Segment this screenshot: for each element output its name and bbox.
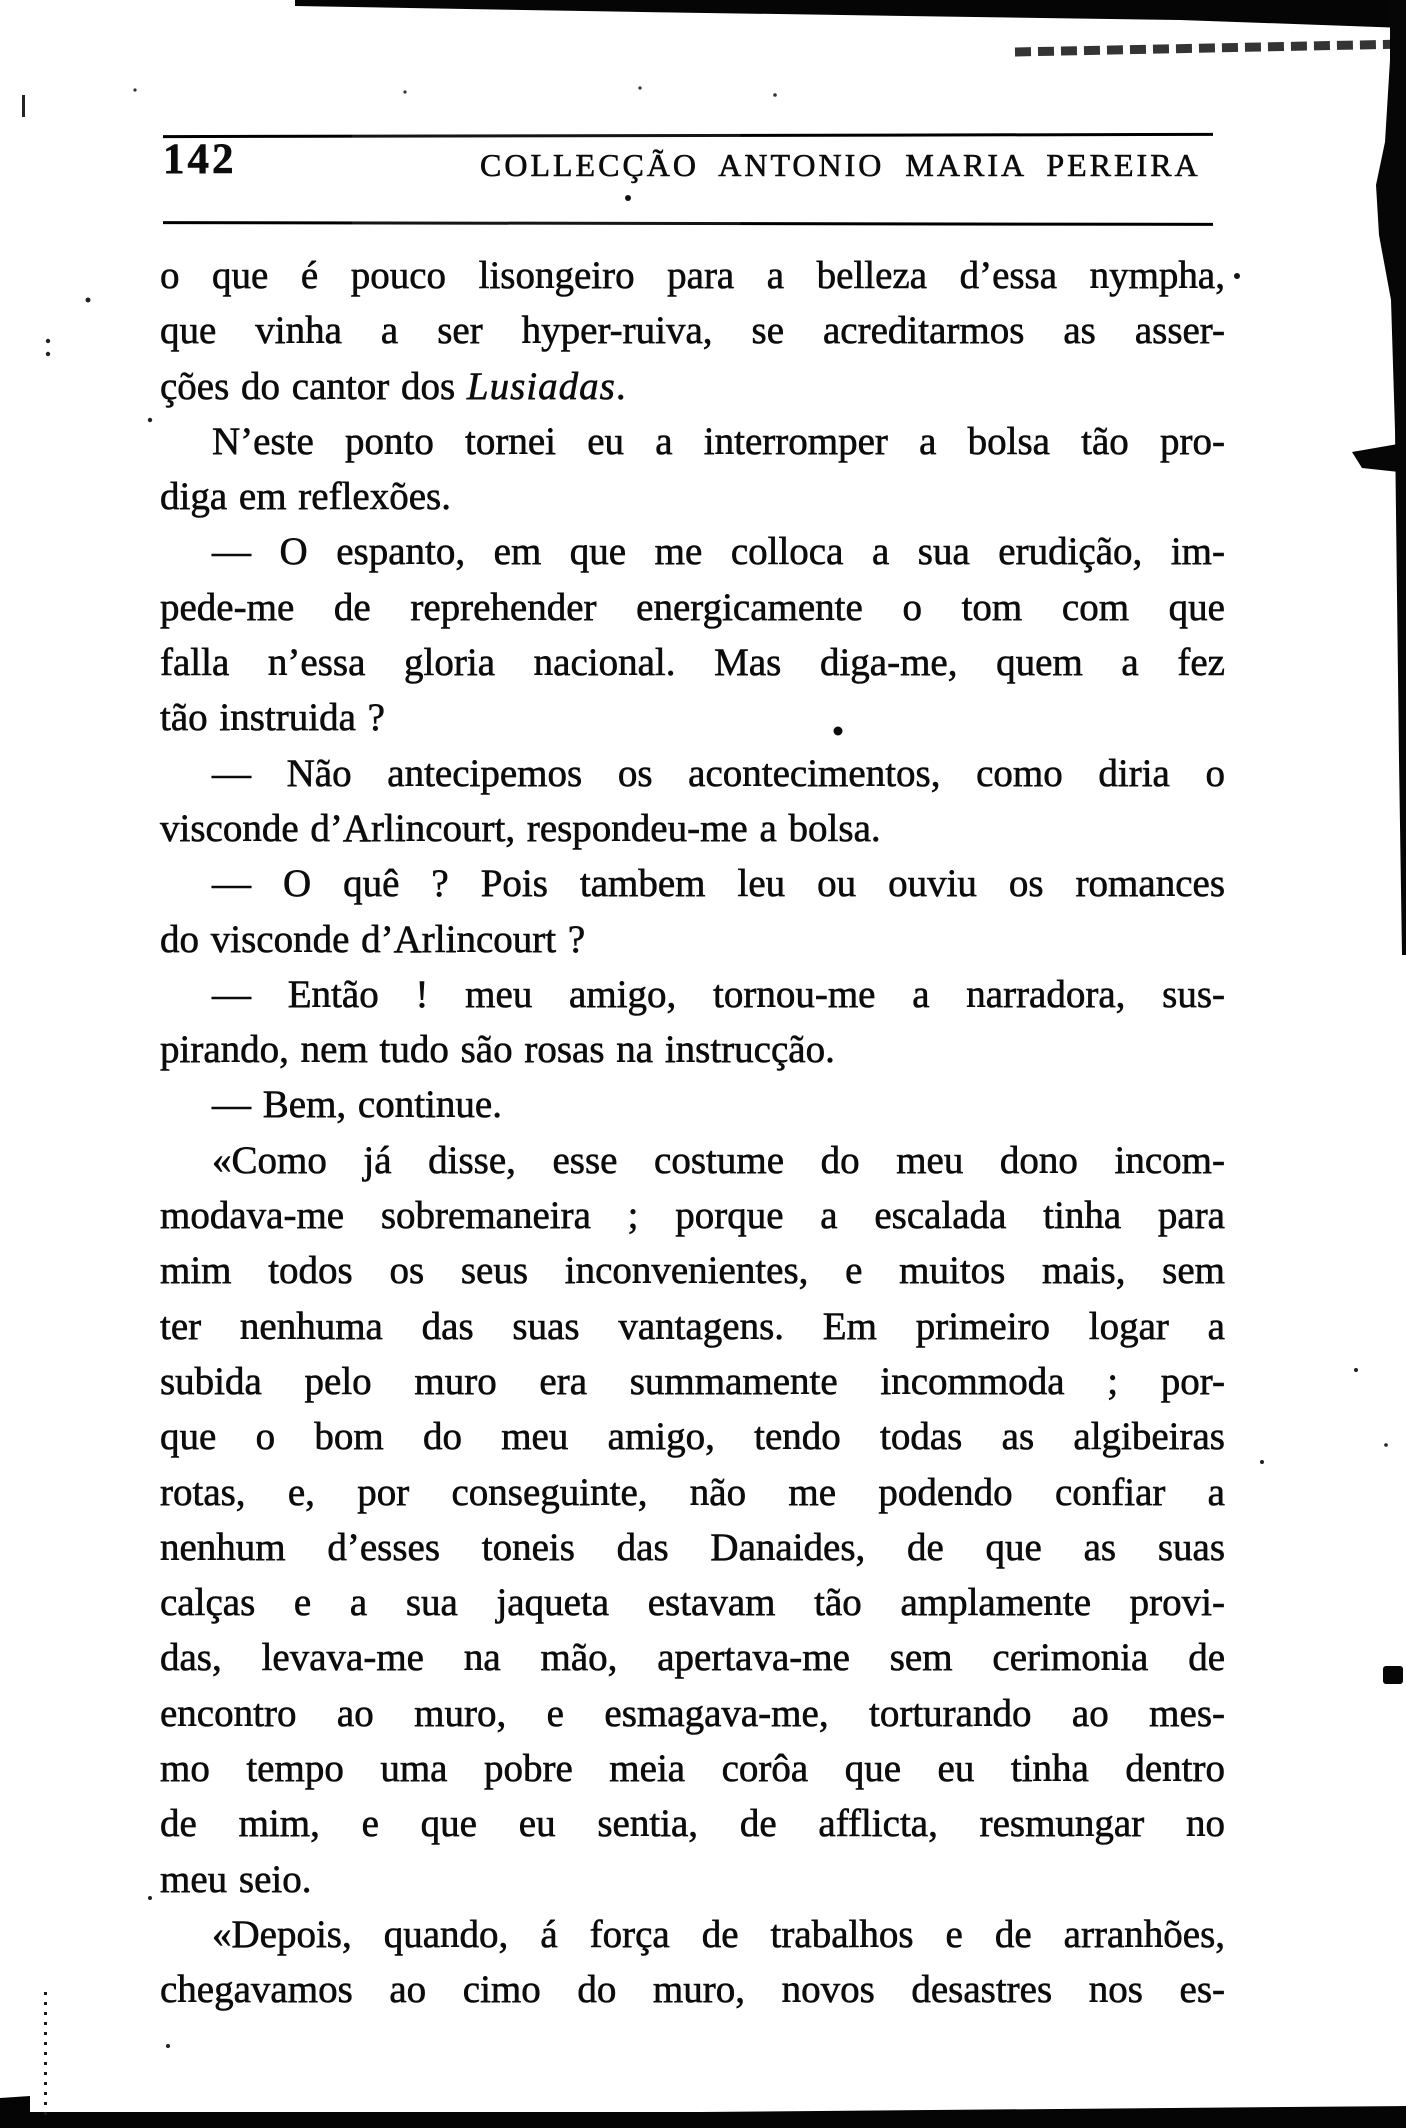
ink-speck [46,339,50,343]
text-line: de mim, e que eu sentia, de afflicta, resmungar no [160,1802,1225,1846]
text-line: que o bom do meu amigo, tendo todas as algibeiras [160,1415,1225,1459]
ink-speck [1260,1460,1264,1464]
ink-speck [773,93,777,97]
text-line: N’este ponto tornei eu a interromper a bolsa tão pro- [212,419,1225,463]
text-line: mim todos os seus inconvenientes, e muitos mais, sem [160,1249,1225,1293]
ink-speck [403,90,406,93]
ink-speck [148,1896,152,1900]
top-edge-shadow [295,0,1406,28]
text-line: — Bem, continue. [212,1083,502,1127]
text-line: mo tempo uma pobre meia corôa que eu tinha dentro [160,1747,1225,1791]
text-line: «Como já disse, esse costume do meu dono incom- [212,1138,1225,1182]
ink-speck [166,2044,170,2048]
top-edge-smudge [1015,44,1406,52]
ink-speck [1384,1443,1388,1447]
ink-speck [46,352,50,356]
text-line: diga em reflexões. [160,475,451,519]
ink-speck [638,86,641,89]
binding-dotted-line [44,1992,47,2118]
text-line: calças e a sua jaqueta estavam tão amplamente provi- [160,1581,1225,1625]
text-line: nenhum d’esses toneis das Danaides, de que as suas [160,1525,1225,1569]
right-edge-shadow [1376,0,1406,955]
text-line: — Não antecipemos os acontecimentos, como diria o [212,751,1225,795]
header-rule-top [163,133,1213,138]
text-line: ter nenhuma das suas vantagens. Em primeiro logar a [160,1304,1225,1348]
text-line: pede-me de reprehender energicamente o tom com que [160,585,1225,629]
ink-speck [86,298,91,303]
text-line: o que é pouco lisongeiro para a belleza d’essa nympha, [160,254,1225,297]
text-line: que vinha a ser hyper-ruiva, se acreditarmos as asser- [160,309,1225,353]
right-edge-blob [1383,1666,1403,1684]
right-edge-notch [1352,444,1399,472]
text-line: — Então ! meu amigo, tornou-me a narradora, sus- [212,972,1225,1016]
text-line: pirando, nem tudo são rosas na instrucção. [160,1028,835,1072]
bottom-edge-shadow [0,2096,1406,2128]
text-line: meu seio. [160,1857,312,1901]
text-line: «Depois, quando, á força de trabalhos e de arranhões, [212,1912,1225,1956]
ink-speck [148,418,152,422]
page-number: 142 [163,136,237,183]
text-line: falla n’essa gloria nacional. Mas diga-me, quem a fez [160,641,1225,685]
ink-speck [625,195,631,201]
text-line: — O espanto, em que me colloca a sua erudição, im- [212,530,1225,574]
text-line: — O quê ? Pois tambem leu ou ouviu os romances [212,862,1225,906]
text-line: ções do cantor dos Lusiadas. [160,364,626,408]
text-line: do visconde d’Arlincourt ? [160,917,586,961]
ink-speck [133,88,136,91]
body-text [160,248,1225,2018]
text-line: subida pelo muro era summamente incommoda ; por- [160,1359,1225,1403]
running-head-title: COLLECÇÃO ANTONIO MARIA PEREIRA [480,147,1201,183]
ink-speck [22,95,25,117]
ink-speck [1354,1368,1358,1372]
text-line: encontro ao muro, e esmagava-me, torturando ao mes- [160,1691,1225,1735]
text-line: modava-me sobremaneira ; porque a escalada tinha para [160,1194,1225,1238]
header-rule-bottom [163,221,1213,226]
text-line: tão instruida ? [160,696,385,740]
ink-speck [1234,273,1240,279]
text-line: chegavamos ao cimo do muro, novos desastres nos es- [160,1968,1225,2012]
text-line: rotas, e, por conseguinte, não me podendo confiar a [160,1470,1225,1514]
text-line: das, levava-me na mão, apertava-me sem cerimonia de [160,1636,1225,1680]
text-line: visconde d’Arlincourt, respondeu-me a bolsa. [160,806,881,850]
